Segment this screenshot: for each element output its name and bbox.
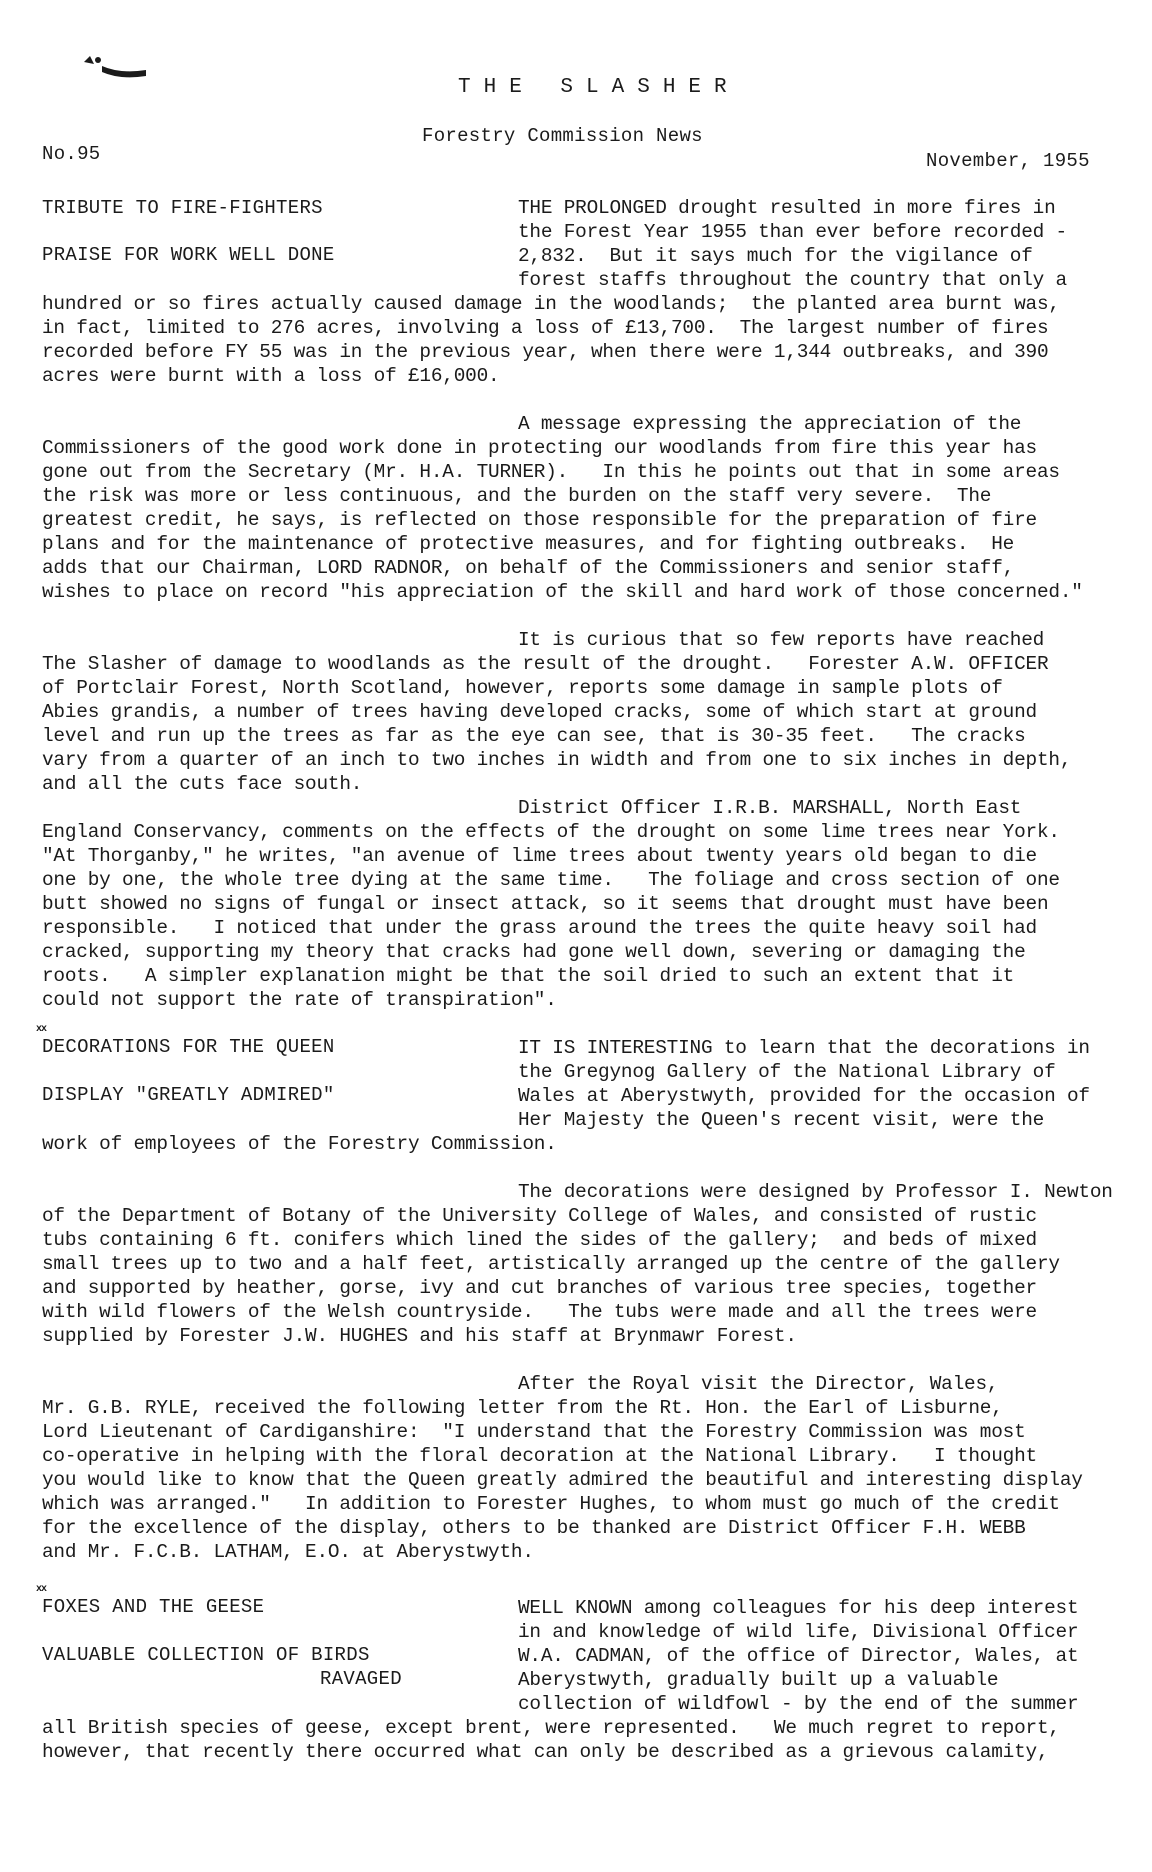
body-line: the Gregynog Gallery of the National Library of [518,1061,1056,1083]
section2-marker: xx [36,1024,47,1035]
section1-headline: TRIBUTE TO FIRE-FIGHTERS [42,197,323,219]
body-line: for the excellence of the display, others to be thanked are District Officer F.H. WEBB [42,1517,1026,1539]
body-line: which was arranged." In addition to Forester Hughes, to whom must go much of the credit [42,1493,1060,1515]
body-line: 2,832. But it says much for the vigilance of [518,245,1033,267]
body-line: The Slasher of damage to woodlands as the result of the drought. Forester A.W. OFFICER [42,653,1049,675]
body-line: "At Thorganby," he writes, "an avenue of lime trees about twenty years old began to die [42,845,1037,867]
body-line: vary from a quarter of an inch to two inches in width and from one to six inches in depth, [42,749,1072,771]
body-line: level and run up the trees as far as the eye can see, that is 30-35 feet. The cracks [42,725,1026,747]
body-line: could not support the rate of transpiration". [42,989,557,1011]
body-line: wishes to place on record "his appreciation of the skill and hard work of those concerned." [42,581,1083,603]
section3-headline: FOXES AND THE GEESE [42,1596,265,1618]
body-line: recorded before FY 55 was in the previous year, when there were 1,344 outbreaks, and 390 [42,341,1049,363]
body-line: W.A. CADMAN, of the office of Director, Wales, at [518,1645,1079,1667]
body-line: cracked, supporting my theory that cracks had gone well down, severing or damaging the [42,941,1026,963]
body-line: It is curious that so few reports have reached [518,629,1045,651]
body-line: the risk was more or less continuous, and the burden on the staff very severe. The [42,485,992,507]
body-line: supplied by Forester J.W. HUGHES and his staff at Brynmawr Forest. [42,1325,797,1347]
body-line: acres were burnt with a loss of £16,000. [42,365,500,387]
body-line: all British species of geese, except brent, were represented. We much regret to report, [42,1717,1060,1739]
body-line: and all the cuts face south. [42,773,363,795]
body-line: and Mr. F.C.B. LATHAM, E.O. at Aberystwyth. [42,1541,534,1563]
body-line: responsible. I noticed that under the grass around the trees the quite heavy soil had [42,917,1037,939]
body-line: A message expressing the appreciation of the [518,413,1022,435]
section2-headline: DECORATIONS FOR THE QUEEN [42,1036,335,1058]
body-line: WELL KNOWN among colleagues for his deep interest [518,1597,1079,1619]
body-line: THE PROLONGED drought resulted in more fires in [518,197,1056,219]
body-line: with wild flowers of the Welsh countryside. The tubs were made and all the trees were [42,1301,1037,1323]
body-line: in and knowledge of wild life, Divisional Officer [518,1621,1079,1643]
body-line: Lord Lieutenant of Cardiganshire: "I understand that the Forestry Commission was most [42,1421,1026,1443]
body-line: co-operative in helping with the floral decoration at the National Library. I thought [42,1445,1037,1467]
body-line: adds that our Chairman, LORD RADNOR, on behalf of the Commissioners and senior staff, [42,557,1015,579]
body-line: Commissioners of the good work done in protecting our woodlands from fire this year has [42,437,1037,459]
body-line: tubs containing 6 ft. conifers which lined the sides of the gallery; and beds of mixed [42,1229,1037,1251]
section3-subhead: VALUABLE COLLECTION OF BIRDS [42,1644,370,1666]
body-line: greatest credit, he says, is reflected on those responsible for the preparation of fire [42,509,1037,531]
body-line: The decorations were designed by Professor I. Newton [518,1181,1113,1203]
issue-date: November, 1955 [926,150,1090,172]
body-line: however, that recently there occurred what can only be described as a grievous calamity, [42,1741,1049,1763]
body-line: gone out from the Secretary (Mr. H.A. TURNER). In this he points out that in some areas [42,461,1060,483]
body-line: one by one, the whole tree dying at the same time. The foliage and cross section of one [42,869,1060,891]
body-line: work of employees of the Forestry Commission. [42,1133,557,1155]
body-line: hundred or so fires actually caused damage in the woodlands; the planted area burnt was, [42,293,1060,315]
section3-subhead-continued: RAVAGED [320,1668,402,1690]
body-line: Aberystwyth, gradually built up a valuable [518,1669,999,1691]
body-line: the Forest Year 1955 than ever before recorded - [518,221,1067,243]
newsletter-title: THE SLASHER [458,76,740,99]
body-line: and supported by heather, gorse, ivy and cut branches of various tree species, together [42,1277,1037,1299]
body-line: IT IS INTERESTING to learn that the decorations in [518,1037,1090,1059]
body-line: District Officer I.R.B. MARSHALL, North East [518,797,1022,819]
section1-subhead: PRAISE FOR WORK WELL DONE [42,244,335,266]
body-line: collection of wildfowl - by the end of the summer [518,1693,1079,1715]
body-line: Her Majesty the Queen's recent visit, were the [518,1109,1045,1131]
body-line: Abies grandis, a number of trees having developed cracks, some of which start at ground [42,701,1037,723]
body-line: you would like to know that the Queen greatly admired the beautiful and interesting display [42,1469,1083,1491]
body-line: After the Royal visit the Director, Wales, [518,1373,999,1395]
ink-mark [80,52,150,86]
newsletter-subtitle: Forestry Commission News [422,125,703,147]
body-line: forest staffs throughout the country that only a [518,269,1067,291]
body-line: of Portclair Forest, North Scotland, however, reports some damage in sample plots of [42,677,1003,699]
body-line: butt showed no signs of fungal or insect attack, so it seems that drought must have been [42,893,1049,915]
body-line: roots. A simpler explanation might be that the soil dried to such an extent that it [42,965,1015,987]
body-line: in fact, limited to 276 acres, involving a loss of £13,700. The largest number of fires [42,317,1049,339]
body-line: of the Department of Botany of the University College of Wales, and consisted of rustic [42,1205,1037,1227]
body-line: small trees up to two and a half feet, artistically arranged up the centre of the gallery [42,1253,1060,1275]
body-line: Mr. G.B. RYLE, received the following letter from the Rt. Hon. the Earl of Lisburne, [42,1397,1003,1419]
issue-number: No.95 [42,143,101,165]
body-line: plans and for the maintenance of protective measures, and for fighting outbreaks. He [42,533,1015,555]
body-line: England Conservancy, comments on the effects of the drought on some lime trees near York. [42,821,1060,843]
section3-marker: xx [36,1584,47,1595]
section2-subhead: DISPLAY "GREATLY ADMIRED" [42,1084,335,1106]
body-line: Wales at Aberystwyth, provided for the occasion of [518,1085,1090,1107]
